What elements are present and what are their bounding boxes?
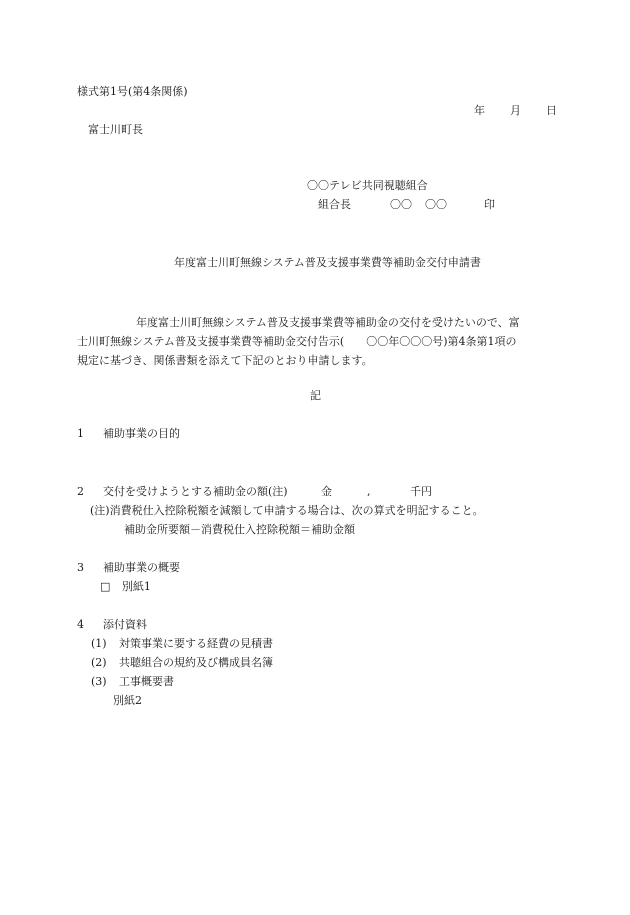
section-4 bbox=[77, 619, 147, 630]
section-1-number: 1 bbox=[77, 427, 84, 440]
attachment-item bbox=[91, 676, 174, 687]
applicant-organization: 〇〇テレビ共同視聴組合 bbox=[307, 179, 428, 192]
application-body bbox=[77, 313, 557, 370]
applicant-given-name: 〇〇 bbox=[425, 198, 447, 211]
form-number: 様式第1号(第4条関係) bbox=[77, 85, 188, 98]
section-4-heading: 添付資料 bbox=[103, 618, 147, 631]
section-1 bbox=[77, 428, 180, 439]
section-2-formula: 補助金所要額－消費税仕入控除税額＝補助金額 bbox=[124, 523, 355, 536]
section-3-number: 3 bbox=[77, 561, 84, 574]
attachment-label: 対策事業に要する経費の見積書 bbox=[119, 637, 273, 650]
section-2-note: (注)消費税仕入控除税額を減額して申請する場合は、次の算式を明記すること。 bbox=[90, 504, 484, 517]
addressee: 富士川町長 bbox=[88, 123, 143, 136]
date-month: 月 bbox=[510, 104, 521, 117]
attachment-label: 工事概要書 bbox=[119, 675, 174, 688]
section-2-heading: 交付を受けようとする補助金の額(注) bbox=[103, 485, 288, 498]
amount-unit: 千円 bbox=[410, 485, 432, 498]
attachment-number: (3) bbox=[91, 675, 107, 688]
ki-heading: 記 bbox=[310, 389, 321, 402]
attachment-item bbox=[91, 638, 273, 649]
section-2-number: 2 bbox=[77, 485, 84, 498]
amount-comma: , bbox=[367, 485, 371, 498]
attachment-label: 共聴組合の規約及び構成員名簿 bbox=[119, 656, 273, 669]
attachment-sub-item: 別紙2 bbox=[113, 694, 142, 707]
body-line-1: 年度富士川町無線システム普及支援事業費等補助金の交付を受けたいので、富 bbox=[136, 316, 520, 329]
section-2 bbox=[77, 486, 437, 497]
amount-prefix: 金 bbox=[321, 485, 332, 498]
applicant-title: 組合長 bbox=[318, 198, 351, 211]
date-day: 日 bbox=[546, 104, 557, 117]
attachment-item bbox=[91, 657, 273, 668]
body-line-2: 士川町無線システム普及支援事業費等補助金交付告示( 〇〇年〇〇〇号)第4条第1項の bbox=[77, 335, 517, 348]
checkbox-icon[interactable]: □ bbox=[100, 580, 111, 593]
attachment-number: (1) bbox=[91, 637, 107, 650]
date-year: 年 bbox=[474, 104, 485, 117]
applicant-surname: 〇〇 bbox=[390, 198, 412, 211]
section-3-item-label: 別紙1 bbox=[121, 580, 151, 593]
attachment-number: (2) bbox=[91, 656, 107, 669]
body-line-3: 規定に基づき、関係書類を添えて下記のとおり申請します。 bbox=[77, 354, 373, 367]
seal-mark: 印 bbox=[484, 198, 495, 211]
section-1-heading: 補助事業の目的 bbox=[103, 427, 180, 440]
section-3 bbox=[77, 562, 180, 573]
section-3-heading: 補助事業の概要 bbox=[103, 561, 180, 574]
document-title: 年度富士川町無線システム普及支援事業費等補助金交付申請書 bbox=[174, 256, 481, 269]
section-3-item bbox=[100, 581, 151, 592]
section-4-number: 4 bbox=[77, 618, 84, 631]
